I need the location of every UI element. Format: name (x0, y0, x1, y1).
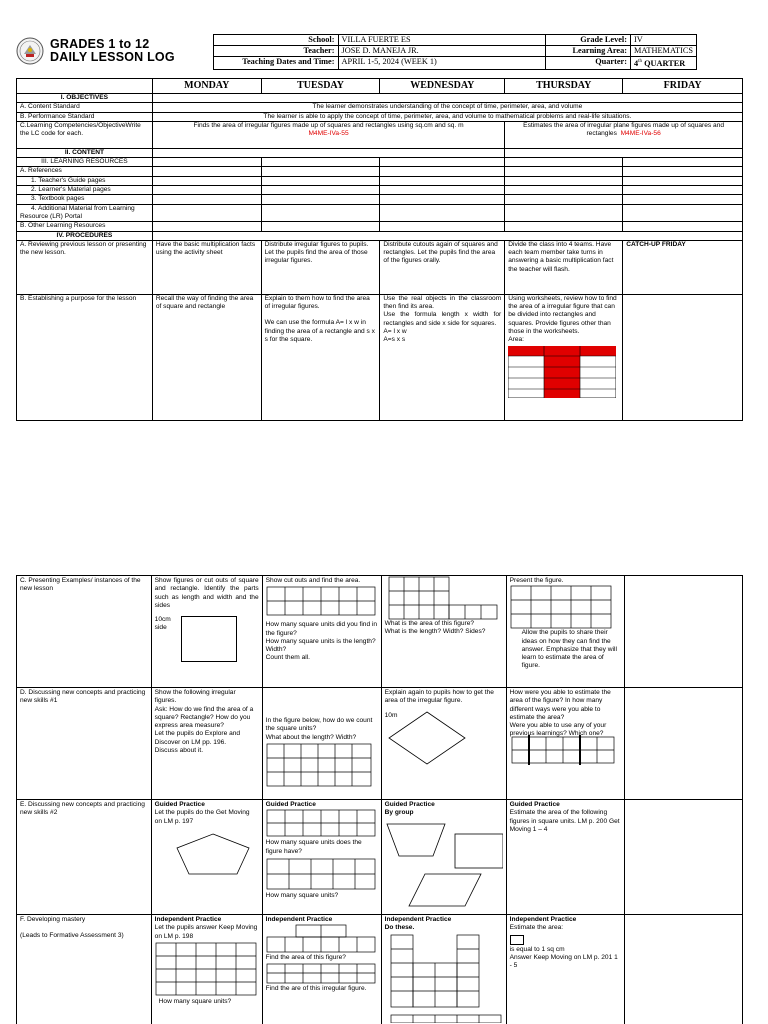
day-tuesday: TUESDAY (261, 79, 380, 94)
proc-e-tuesday-2: How many square units? (265, 891, 339, 899)
grade-label: Grade Level: (546, 35, 631, 46)
proc-f-thursday-heading: Independent Practice (509, 916, 577, 923)
document-title (50, 38, 175, 64)
parallelogram-shape (409, 874, 481, 906)
grid-figure-d-thu (510, 735, 616, 765)
proc-f-tuesday (262, 915, 381, 1024)
content-heading: II. CONTENT (17, 148, 153, 157)
references-label: A. References (17, 167, 153, 176)
grid-figure-f-tue-2 (266, 963, 376, 985)
proc-c-tuesday-4: Count them all. (265, 654, 311, 662)
proc-b-wednesday-4: A=s x s (383, 336, 406, 344)
trapezoid-shape (387, 824, 445, 856)
lr-text: 4. Additional Material from Learning Resource (LR) Portal (20, 204, 135, 220)
quarter-suffix: th (638, 59, 643, 64)
proc-a-friday: CATCH-UP FRIDAY (623, 240, 743, 294)
proc-e-tuesday (262, 800, 381, 915)
proc-f-tuesday-1: Find the area of this figure? (265, 954, 346, 962)
proc-c-tuesday-2: How many square units did you find in the figure? (265, 621, 378, 637)
competency-a-text: Finds the area of irregular figures made up of squares and rectangles using sq.cm and sq. m (193, 121, 464, 129)
school-label: School: (214, 35, 339, 46)
rectangle-shape (455, 834, 503, 868)
competency-a-code: M4ME-IVa-55 (308, 130, 349, 138)
area-value: MATHEMATICS (630, 46, 696, 57)
proc-a-wednesday: Distribute cutouts again of squares and rectangles. Let the pupils find the area of the figures orally. (380, 240, 505, 294)
proc-f-label (17, 915, 152, 1024)
pentagon-figure (175, 832, 251, 876)
rhombus-figure (384, 710, 467, 766)
competencies-label: C.Learning Competencies/ObjectiveWrite the LC code for each. (17, 121, 153, 148)
competency-b-code: M4ME-IVa-56 (620, 130, 661, 138)
proc-f-wednesday-subheading: Do these. (384, 924, 415, 932)
proc-c-thursday-2: Allow the pupils to share their ideas on how they can find the answer. Emphasize that they will learn to estimate the area of figure. (521, 629, 617, 670)
proc-a-thursday: Divide the class into 4 teams. Have each team member take turns in answering a basic multiplication fact the teacher will flash. (505, 240, 623, 294)
teacher-label: Teacher: (214, 46, 339, 57)
proc-b-wednesday-1: Use the real objects in the classroom then find its area. (383, 294, 502, 311)
proc-d-label: D. Discussing new concepts and practicing new skills #1 (17, 688, 152, 800)
proc-f-monday-heading: Independent Practice (154, 916, 222, 923)
proc-f-thursday-2: is equal to 1 sq cm (509, 945, 565, 953)
proc-e-monday-heading: Guided Practice (154, 801, 205, 808)
quarter-text: QUARTER (642, 58, 686, 68)
proc-f-thursday-1: Estimate the area: (509, 924, 564, 932)
lesson-log-table-page-1 (16, 78, 743, 421)
proc-c-tuesday-3: How many square units is the length? Width? (265, 637, 376, 654)
grid-figure-f-tue-1 (266, 924, 376, 954)
proc-f-wednesday (381, 915, 506, 1024)
proc-a-tuesday: Distribute irregular figures to pupils. Let the pupils find the area of those irregular figures. (261, 240, 380, 294)
proc-e-label: E. Discussing new concepts and practicing new skills #2 (17, 800, 152, 915)
proc-f-monday-text: Let the pupils answer Keep Moving on LM p. 198 (154, 924, 258, 940)
grid-figure-d-tue (266, 743, 374, 787)
proc-d-tuesday-text: In the figure below, how do we count the square units? What about the length? Width? (265, 717, 373, 741)
grid-figure-c-tue (266, 586, 376, 616)
proc-e-thursday (506, 800, 624, 915)
proc-f-monday (151, 915, 262, 1024)
proc-b-thursday (505, 294, 623, 420)
resources-heading: III. LEARNING RESOURCES (17, 158, 153, 167)
dimension-10m: 10m (384, 711, 398, 719)
proc-c-thursday-1: Present the figure. (509, 577, 564, 584)
proc-c-label: C. Presenting Examples/ instances of the new lesson (17, 576, 152, 688)
proc-d-tuesday (262, 688, 381, 800)
area-grid-figure (508, 346, 616, 398)
header-info-table (213, 34, 697, 70)
proc-b-thursday-area-label: Area: (508, 336, 524, 344)
dimension-side: side (154, 624, 167, 632)
quarter-label: Quarter: (546, 57, 631, 70)
procedures-heading: IV. PROCEDURES (17, 231, 153, 240)
proc-e-wednesday-heading: Guided Practice (384, 801, 435, 808)
dimension-10cm: 10cm (154, 616, 171, 624)
proc-f-monday-2: How many square units? (158, 997, 232, 1005)
proc-a-label: A. Reviewing previous lesson or presenting the new lesson. (17, 240, 153, 294)
lesson-log-table-page-2 (16, 575, 743, 1024)
teacher-value: JOSE D. MANEJA JR. (338, 46, 546, 57)
content-standard-text: The learner demonstrates understanding of the concept of time, perimeter, area, and volume (152, 103, 742, 112)
deped-seal-logo (16, 37, 44, 65)
unit-square-figure (510, 935, 524, 945)
proc-d-thursday-text: How were you able to estimate the area of the figure? In how many different ways were you able to estimate the area? Were you able to use any of your previous learnings? Which one? (509, 689, 611, 738)
proc-d-wednesday-1: Explain again to pupils how to get the area of the irregular figure. (384, 689, 494, 705)
proc-c-wednesday (381, 576, 506, 688)
day-friday: FRIDAY (623, 79, 743, 94)
proc-f-tuesday-2: Find the are of this irregular figure. (265, 984, 367, 992)
proc-b-label: B. Establishing a purpose for the lesson (17, 294, 153, 420)
proc-c-monday-text: Show figures or cut outs of square and rectangle. Identify the parts such as length and width and the sides (154, 577, 259, 609)
content-standard-label: A. Content Standard (17, 103, 153, 112)
proc-b-wednesday-3: A= l x w (383, 328, 407, 336)
square-figure (181, 616, 237, 662)
tg-label: 1. Teacher's Guide pages (17, 176, 153, 185)
proc-e-thursday-heading: Guided Practice (509, 801, 560, 808)
dates-label: Teaching Dates and Time: (214, 57, 339, 70)
lr-label (17, 204, 153, 222)
lm-label: 2. Learner's Material pages (17, 186, 153, 195)
grid-figure-f-wed (385, 933, 503, 1023)
day-monday: MONDAY (152, 79, 261, 94)
title-line-2: DAILY LESSON LOG (50, 50, 175, 64)
performance-standard-text: The learner is able to apply the concept of time, perimeter, area, and volume to mathematical problems and real-life situations. (152, 112, 742, 121)
competency-a (152, 121, 504, 148)
shapes-figure-e-wed (385, 822, 503, 908)
grid-figure-e-tue-1 (266, 809, 376, 839)
proc-e-wednesday (381, 800, 506, 915)
proc-e-wednesday-subheading: By group (384, 809, 414, 817)
competency-b (505, 121, 743, 148)
competency-b-text: Estimates the area of irregular plane figures made up of squares and rectangles (523, 121, 725, 138)
proc-c-thursday (506, 576, 624, 688)
proc-e-monday (151, 800, 262, 915)
proc-c-tuesday (262, 576, 381, 688)
tb-label: 3. Textbook pages (17, 195, 153, 204)
proc-d-wednesday (381, 688, 506, 800)
proc-d-thursday (506, 688, 624, 800)
proc-e-monday-text: Let the pupils do the Get Moving on LM p. 197 (154, 809, 250, 825)
proc-b-wednesday (380, 294, 505, 420)
day-wednesday: WEDNESDAY (380, 79, 505, 94)
proc-d-monday: Show the following irregular figures. Ask: How do we find the area of a square? Rectangle? How do you express area measure? Let the pupils do Explore and Discover on LM pp. 196. Discuss about it. (151, 688, 262, 800)
other-resources-label: B. Other Learning Resources (17, 222, 153, 231)
proc-e-tuesday-1: How many square units does the figure have? (265, 839, 362, 855)
school-value: VILLA FUERTE ES (338, 35, 546, 46)
grid-figure-c-wed (385, 576, 501, 620)
quarter-value (630, 57, 696, 70)
title-line-1: GRADES 1 to 12 (50, 37, 150, 51)
proc-c-monday (151, 576, 262, 688)
proc-c-wednesday-1: What is the area of this figure? (384, 620, 475, 627)
day-thursday: THURSDAY (505, 79, 623, 94)
quarter-number: 4 (633, 58, 639, 68)
proc-f-label-1: F. Developing mastery (20, 916, 86, 923)
proc-b-wednesday-2: Use the formula length x width for rectangles and side x side for squares. (383, 311, 502, 327)
proc-c-wednesday-2: What is the length? Width? Sides? (384, 628, 486, 636)
proc-a-monday: Have the basic multiplication facts using the activity sheet (152, 240, 261, 294)
performance-standard-label: B. Performance Standard (17, 112, 153, 121)
proc-f-wednesday-heading: Independent Practice (384, 916, 452, 923)
proc-f-thursday-3: Answer Keep Moving on LM p. 201 1 - 5 (509, 953, 618, 970)
grid-figure-f-mon (155, 942, 259, 998)
proc-b-tuesday (261, 294, 380, 420)
proc-b-thursday-text: Using worksheets, review how to find the area of a irregular figure that can be divided into rectangles and squares. Provide figures other than those in the worksheets. (508, 294, 617, 336)
proc-b-tuesday-1: Explain to them how to find the area of irregular figures. (264, 294, 370, 311)
proc-f-label-2: (Leads to Formative Assessment 3) (20, 932, 124, 940)
proc-f-thursday (506, 915, 624, 1024)
dates-value: APRIL 1-5, 2024 (WEEK 1) (338, 57, 546, 70)
proc-f-tuesday-heading: Independent Practice (265, 916, 333, 923)
objectives-heading: I. OBJECTIVES (17, 94, 153, 103)
proc-b-monday: Recall the way of finding the area of square and rectangle (152, 294, 261, 420)
grade-value: IV (630, 35, 696, 46)
proc-c-tuesday-1: Show cut outs and find the area. (265, 577, 361, 584)
area-label: Learning Area: (546, 46, 631, 57)
proc-e-tuesday-heading: Guided Practice (265, 801, 316, 808)
grid-figure-c-thu (510, 585, 620, 629)
grid-figure-e-tue-2 (266, 858, 376, 892)
proc-e-thursday-text: Estimate the area of the following figures in square units. LM p. 200 Get Moving 1 – 4 (509, 809, 620, 833)
corner-cell (17, 79, 153, 94)
proc-b-tuesday-2: We can use the formula A= l x w in finding the area of a rectangle and s x s for the square. (264, 319, 375, 344)
